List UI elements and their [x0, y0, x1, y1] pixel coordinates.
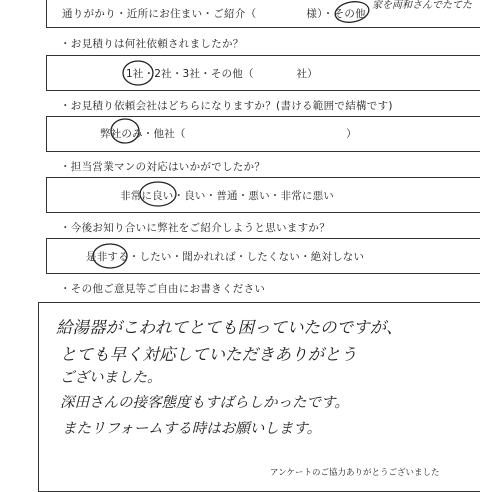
answer-options-4: 是非する・したい・聞かれれば・したくない・絶対しない [86, 251, 365, 263]
answer-options-3: 非常に良い・良い・普通・悪い・非常に悪い [120, 190, 334, 202]
question-1: ・お見積りは何社依頼されましたか？ [60, 38, 244, 50]
comment-line-2: とても早く対応していただきありがとう [60, 345, 357, 364]
referral-suffix: 様）・ [306, 8, 334, 20]
question-5: ・その他ご意見等ご自由にお書きください [60, 283, 266, 295]
question-4: ・今後お知り合いに弊社をご紹介しようと思いますか？ [60, 222, 330, 234]
referral-handwritten-note: 家を両和さんでたてた [372, 0, 472, 11]
comment-line-5: またリフォームする時はお願いします。 [62, 421, 322, 437]
comment-line-1: 給湯器がこわれてとても困っていたのですが、 [56, 318, 403, 337]
answer-options-1: 1社・2社・3社・その他（ 社） [126, 68, 318, 80]
comment-line-4: 深田さんの接客態度もすばらしかったです。 [60, 395, 349, 411]
comment-line-3: ございました。 [60, 370, 162, 386]
answer-options-2: 弊社のみ・他社（ ） [100, 128, 357, 140]
question-3: ・担当営業マンの対応はいかがでしたか？ [60, 161, 266, 173]
thank-you-footer: アンケートのご協力ありがとうございました [270, 468, 440, 478]
referral-options-text: 通りがかり・近所にお住まい・ご紹介（ [62, 8, 257, 20]
referral-selected-option: その他 [333, 8, 366, 20]
question-2: ・お見積り依頼会社はどちらになりますか？(書ける範囲で結構です) [60, 100, 393, 112]
